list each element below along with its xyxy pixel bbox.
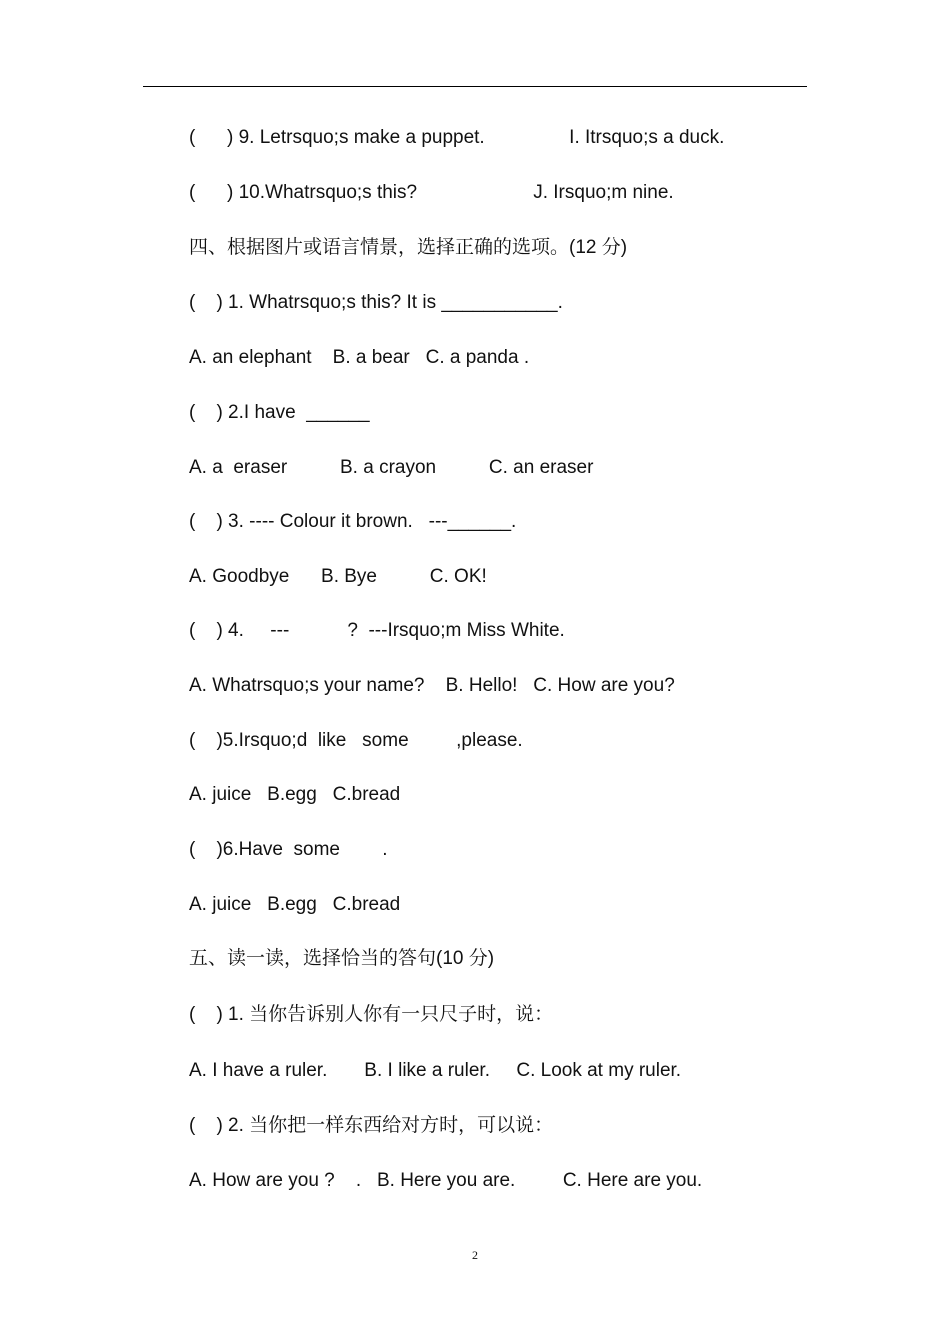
section-4-question-1: ( ) 1. Whatrsquo;s this? It is ___________. — [189, 292, 563, 313]
section-5-heading: 五、读一读，选择恰当的答句(10 分) — [189, 948, 495, 969]
section-4-question-3: ( ) 3. ---- Colour it brown. ---______. — [189, 511, 517, 532]
section-5-question-2: ( ) 2. 当你把一样东西给对方时，可以说： — [189, 1115, 554, 1136]
section-4-question-4: ( ) 4. --- ? ---Irsquo;m Miss White. — [189, 620, 565, 641]
section-4-heading: 四、根据图片或语言情景，选择正确的选项。(12 分) — [189, 237, 628, 258]
page-number: 2 — [472, 1248, 478, 1262]
question-10-line: ( ) 10.Whatrsquo;s this? J. Irsquo;m nine. — [189, 182, 674, 203]
section-4-question-2: ( ) 2.I have ______ — [189, 402, 370, 423]
section-4-options-4: A. Whatrsquo;s your name? B. Hello! C. How are you? — [189, 675, 675, 696]
section-4-options-3: A. Goodbye B. Bye C. OK! — [189, 566, 487, 587]
section-4-options-1: A. an elephant B. a bear C. a panda . — [189, 347, 530, 368]
question-9-line: ( ) 9. Letrsquo;s make a puppet. I. Itrsquo;s a duck. — [189, 127, 725, 148]
header-rule — [143, 86, 807, 87]
section-5-options-2: A. How are you ? . B. Here you are. C. Here are you. — [189, 1170, 703, 1191]
section-4-options-2: A. a eraser B. a crayon C. an eraser — [189, 457, 594, 478]
section-5-question-1: ( ) 1. 当你告诉别人你有一只尺子时，说： — [189, 1004, 554, 1025]
section-4-options-5: A. juice B.egg C.bread — [189, 784, 401, 805]
section-4-question-6: ( )6.Have some . — [189, 839, 388, 860]
section-5-options-1: A. I have a ruler. B. I like a ruler. C. Look at my ruler. — [189, 1060, 682, 1081]
section-4-options-6: A. juice B.egg C.bread — [189, 894, 401, 915]
section-4-question-5: ( )5.Irsquo;d like some ,please. — [189, 730, 523, 751]
